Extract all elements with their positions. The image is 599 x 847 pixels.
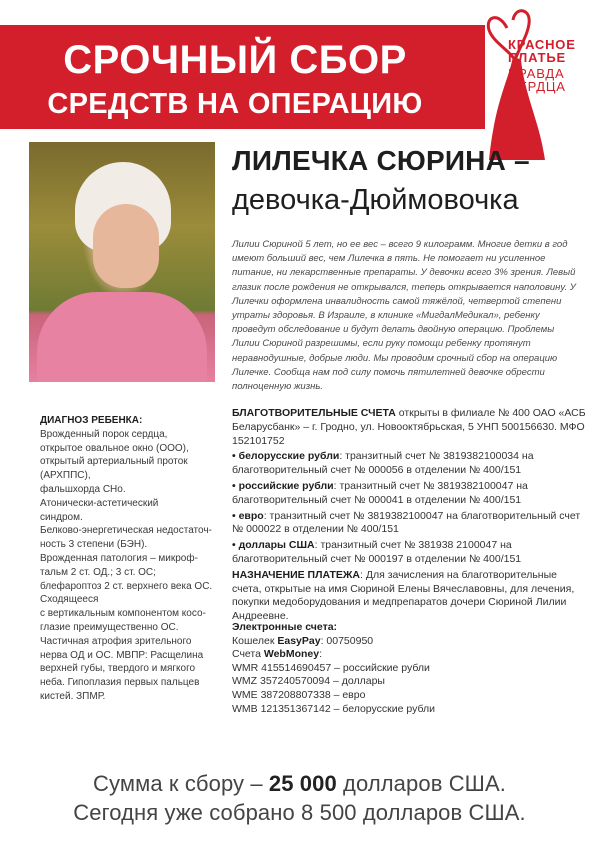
diagnosis-line: открытый артериальный проток	[40, 456, 188, 468]
easypay-prefix: Кошелек	[232, 634, 278, 647]
account-eur-text: : транзитный счет № 3819382100047 на благотворительный счет № 000022 в отделении № 400/151	[232, 509, 581, 536]
diagnosis-line: Врожденная патология – микроф-	[40, 552, 198, 564]
goal-prefix: Сумма к сбору –	[93, 771, 269, 796]
diagnosis-line: Частичная атрофия зрительного	[40, 635, 192, 647]
diagnosis-line: ность 3 степени (БЭН).	[40, 539, 148, 551]
logo-text-line4: СЕРДЦА	[508, 79, 566, 94]
account-eur	[232, 510, 587, 538]
electronic-title: Электронные счета:	[232, 621, 338, 633]
account-usd-text: : транзитный счет № 381938 2100047 на благотворительный счет № 000197 в отделении № 400/151	[232, 539, 522, 565]
diagnosis-line: Сходящееся	[40, 594, 99, 606]
wallet-wmb: WMB 121351367142 – белорусские рубли	[232, 702, 435, 715]
child-photo	[29, 142, 215, 382]
diagnosis-line: (АРХППС),	[40, 470, 91, 482]
easypay-name: EasyPay	[277, 634, 321, 647]
easypay-value: : 00750950	[320, 634, 374, 647]
logo-text-line1: КРАСНОЕ	[508, 37, 576, 52]
child-name: ЛИЛЕЧКА СЮРИНА –	[232, 145, 530, 176]
bank-intro-text: открыты в филиале № 400 ОАО «АСБ Беларусбанк» – г. Гродно, ул. Новооктябрьская, 5 УНП 500156630. МФО 152101752	[232, 407, 586, 447]
bank-intro	[232, 407, 587, 448]
wallet-wme: WME 387208807338 – евро	[232, 688, 366, 701]
diagnosis-line: Атонически-астетический	[40, 497, 159, 509]
collected-amount: Сегодня уже собрано 8 500 долларов США.	[73, 800, 526, 825]
bank-accounts-block	[232, 407, 587, 626]
diagnosis-line: кистей. ЗПМР.	[40, 690, 106, 702]
fundraising-goal	[0, 771, 599, 797]
account-usd-label: • доллары США	[232, 539, 315, 552]
payment-purpose-label: НАЗНАЧЕНИЕ ПЛАТЕЖА	[232, 568, 361, 581]
goal-suffix: долларов США.	[336, 771, 506, 796]
logo-text-line3: ПРАВДА	[508, 66, 565, 81]
diagnosis-title: ДИАГНОЗ РЕБЕНКА:	[40, 415, 143, 426]
diagnosis-line: тальм 2 ст. ОД.; 3 ст. ОС;	[40, 566, 156, 578]
account-byr-label: • белорусские рубли	[232, 450, 340, 463]
diagnosis-line: фальшхорда СНо.	[40, 483, 126, 495]
account-rub	[232, 480, 587, 508]
webmoney-line	[232, 648, 532, 662]
payment-purpose-text: : Для зачисления на благотворительные счета, открытые на имя Сюриной Елены Вячеславовны, для лечения, покупки медоборудования и медпрепаратов дочери Сюриной Лилии Андреевне.	[232, 568, 575, 623]
diagnosis-line: неба. Гипоплазия первых пальцев	[40, 677, 200, 689]
webmoney-suffix: :	[319, 648, 323, 661]
payment-purpose	[232, 569, 587, 624]
diagnosis-line: открытое овальное окно (ООО),	[40, 442, 189, 454]
account-rub-label: • российские рубли	[232, 479, 334, 492]
diagnosis-line: верхней губы, твердого и мягкого	[40, 663, 196, 675]
diagnosis-line: блефароптоз 2 ст. верхнего века ОС.	[40, 580, 213, 592]
diagnosis-line: Врожденный порок сердца,	[40, 428, 168, 440]
logo-text-line2: ПЛАТЬЕ	[508, 50, 566, 65]
diagnosis-line: синдром.	[40, 511, 83, 523]
bank-title: БЛАГОТВОРИТЕЛЬНЫЕ СЧЕТА	[232, 407, 396, 419]
account-byr	[232, 450, 587, 478]
diagnosis-line: глазие преимущественно ОС.	[40, 621, 179, 633]
wallet-wmz: WMZ 357240570094 – доллары	[232, 675, 385, 688]
account-usd	[232, 539, 587, 567]
diagnosis-block	[40, 414, 216, 704]
account-byr-text: : транзитный счет № 3819382100034 на благотворительный счет № 000056 в отделении № 400/151	[232, 450, 534, 477]
webmoney-prefix: Счета	[232, 648, 264, 661]
headline-for-surgery: СРЕДСТВ НА ОПЕРАЦИЮ	[47, 88, 423, 120]
diagnosis-line: нерва ОД и ОС. МВПР: Расщелина	[40, 649, 204, 661]
goal-amount: 25 000	[268, 771, 337, 796]
electronic-accounts-block	[232, 621, 532, 716]
diagnosis-line: Белково-энергетическая недостаточ-	[40, 525, 212, 537]
account-eur-label: • евро	[232, 509, 264, 522]
story-text: Лилии Сюриной 5 лет, но ее вес – всего 9 килограмм. Многие детки в год имеют больший вес, чем Лилечка в пять. Не помогает ни усиленное питание, ни лекарственные препараты. У девочки всего 3% зрения. Левый глазик после рождения не открывался, теперь открывается наполовину. У Лилечки оформлена инвалидность самой тяжёлой, четвертой степени утраты здоровья. В Израиле, в клинике «МигдалМедикал», ребенку проведут обследование и будут делать двойную операцию. Проблемы Лилии Сюриной разрешимы, если руку помощи ребенку протянут неравнодушные, добрые люди. Мы проводим срочный сбор на операцию Лилечке. Сообща нам под силу помочь пятилетней девочке обрести полноценную жизнь.	[232, 239, 576, 393]
child-subtitle: девочка-Дюймовочка	[232, 184, 519, 216]
account-rub-text: : транзитный счет № 3819382100047 на благотворительный счет № 000041 в отделении № 400/151	[232, 479, 528, 506]
headline-urgent-collection: СРОЧНЫЙ СБОР	[63, 38, 407, 82]
diagnosis-line: с вертикальным компонентом косо-	[40, 608, 206, 620]
wallet-wmr: WMR 415514690457 – российские рубли	[232, 661, 430, 674]
easypay-line	[232, 635, 532, 649]
webmoney-name: WebMoney	[263, 648, 320, 661]
